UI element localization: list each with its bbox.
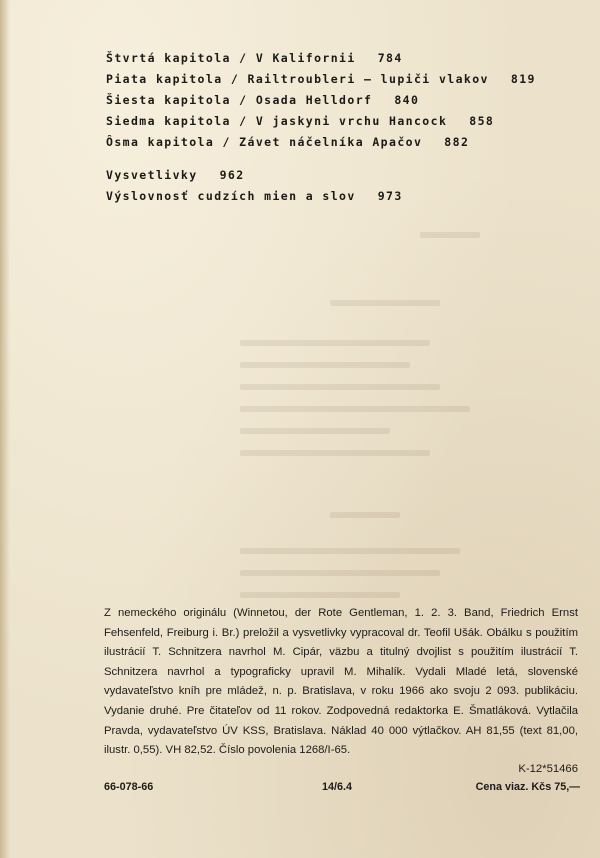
toc-entry xyxy=(106,132,586,153)
toc-spacer xyxy=(106,153,586,165)
toc-entry-page: 882 xyxy=(444,135,470,149)
page-edge-shadow xyxy=(0,0,10,858)
imprint-footer xyxy=(104,781,580,799)
publication-code: 66-078-66 xyxy=(104,781,154,793)
toc-entry-title: Výslovnosť cudzích mien a slov xyxy=(106,189,356,203)
toc-entry-page: 784 xyxy=(377,51,403,65)
toc-entry-title: Ôsma kapitola / Závet náčelníka Apačov xyxy=(106,135,423,149)
toc-entry xyxy=(106,90,586,111)
toc-entry xyxy=(106,165,586,186)
table-of-contents xyxy=(106,48,586,207)
toc-entry-title: Vysvetlivky xyxy=(106,168,198,182)
toc-entry-page: 973 xyxy=(377,189,403,203)
toc-entry-title: Piata kapitola / Railtroubleri — lupiči vlakov xyxy=(106,72,489,86)
imprint-text: Z nemeckého originálu (Winnetou, der Rote Gentleman, 1. 2. 3. Band, Friedrich Ernst Fehsenfeld, Freiburg i. Br.) preložil a vysvetlivky vypracoval dr. Teofil Ušák. Obálku s použitím ilustrácií T. Schnitzera navrhol M. Cipár, väzbu a titulný dvojlist s použitím ilustrácií T. Schnitzera navrhol a typograficky upravil M. Mihalík. Vydali Mladé letá, slovenské vydavateľstvo kníh pre mládež, n. p. Bratislava, v roku 1966 ako svoju 2 093. publikáciu. Vydanie druhé. Pre čitateľov od 11 rokov. Zodpovedná redaktorka E. Šmatláková. Vytlačila Pravda, vydavateľstvo ÚV KSS, Bratislava. Náklad 40 000 výtlačkov. AH 81,55 (text 81,00, ilustr. 0,55). VH 82,52. Číslo povolenia 1268/I-65. xyxy=(104,607,578,757)
toc-entry-title: Šiesta kapitola / Osada Helldorf xyxy=(106,93,373,107)
toc-entry-page: 858 xyxy=(469,114,495,128)
toc-entry-page: 962 xyxy=(219,168,245,182)
toc-entry xyxy=(106,48,586,69)
toc-entry xyxy=(106,111,586,132)
imprint-block xyxy=(104,604,578,761)
sheet-number: 14/6.4 xyxy=(322,781,353,793)
toc-entry-page: 840 xyxy=(394,93,420,107)
toc-entry-title: Štvrtá kapitola / V Kalifornii xyxy=(106,51,356,65)
k-code: K-12*51466 xyxy=(518,763,578,775)
toc-entry-page: 819 xyxy=(510,72,536,86)
toc-entry xyxy=(106,69,586,90)
toc-entry-title: Siedma kapitola / V jaskyni vrchu Hancock xyxy=(106,114,448,128)
price-label: Cena viaz. Kčs 75,— xyxy=(475,781,580,793)
toc-entry xyxy=(106,186,586,207)
